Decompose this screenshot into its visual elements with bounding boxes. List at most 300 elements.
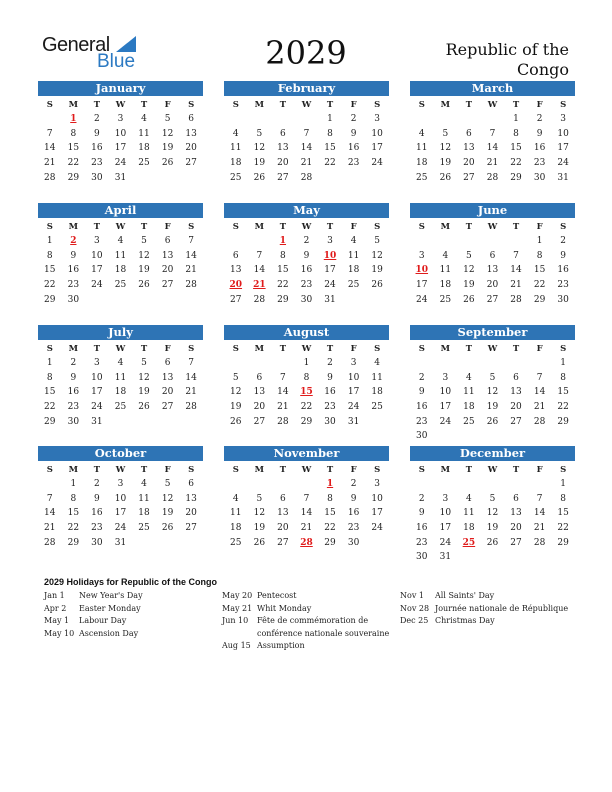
empty-day-cell xyxy=(132,536,156,551)
weekday-label: S xyxy=(560,344,567,354)
day-cell: 17 xyxy=(371,143,383,154)
day-cell: 21 xyxy=(277,402,289,413)
day-cell: 11 xyxy=(463,387,475,398)
day-cell: 4 xyxy=(374,358,381,368)
day-cell: 17 xyxy=(439,402,452,413)
day-cell: 24 xyxy=(347,402,360,413)
weekday-label: T xyxy=(512,100,520,110)
day-cell: 7 xyxy=(46,493,53,504)
day-cell: 15 xyxy=(277,265,289,276)
empty-day-cell xyxy=(132,415,156,430)
week-row xyxy=(38,249,203,264)
day-cell: 23 xyxy=(533,158,546,169)
day-cell: 6 xyxy=(164,236,171,246)
day-cell: 30 xyxy=(533,172,546,183)
weekday-label: T xyxy=(93,465,101,475)
day-cell: 14 xyxy=(253,265,266,276)
week-row xyxy=(224,293,389,308)
day-cell: 26 xyxy=(253,537,266,548)
day-cell: 18 xyxy=(114,265,127,276)
empty-day-cell xyxy=(365,171,389,186)
day-cell: 1 xyxy=(46,358,53,368)
holiday-name: Christmas Day xyxy=(435,616,495,625)
day-cell: 2 xyxy=(94,114,100,124)
weekday-label: T xyxy=(93,100,101,110)
day-cell: 19 xyxy=(161,143,174,154)
day-cell: 6 xyxy=(280,493,286,504)
holiday-day-cell: 25 xyxy=(462,537,476,548)
day-cell: 16 xyxy=(416,402,428,413)
day-cell: 14 xyxy=(185,250,197,261)
day-cell: 25 xyxy=(416,172,428,183)
week-row xyxy=(38,536,203,551)
day-cell: 14 xyxy=(533,508,546,519)
day-cell: 18 xyxy=(347,265,360,276)
day-cell: 9 xyxy=(418,387,425,398)
empty-day-cell xyxy=(132,171,156,186)
empty-day-cell xyxy=(457,550,481,565)
day-cell: 16 xyxy=(67,265,80,276)
month-header: September xyxy=(410,325,575,340)
weekday-label: W xyxy=(487,344,498,354)
day-cell: 20 xyxy=(486,280,499,291)
day-cell: 15 xyxy=(510,143,522,154)
weekday-label: M xyxy=(68,465,79,475)
week-row xyxy=(410,112,575,127)
day-cell: 14 xyxy=(44,508,56,519)
day-cell: 27 xyxy=(463,172,475,183)
empty-day-cell xyxy=(271,477,295,492)
day-cell: 8 xyxy=(560,372,567,383)
day-cell: 3 xyxy=(94,358,100,368)
month-november xyxy=(224,446,389,550)
holiday-date: Jan 1 xyxy=(44,591,65,600)
week-row xyxy=(224,112,389,127)
holiday-name: Ascension Day xyxy=(79,628,139,638)
week-row xyxy=(410,127,575,142)
day-cell: 14 xyxy=(486,143,499,154)
day-cell: 2 xyxy=(94,479,100,489)
day-cell: 3 xyxy=(560,114,567,124)
weekday-label: S xyxy=(374,100,381,110)
weekday-label: F xyxy=(536,222,543,232)
empty-day-cell xyxy=(271,356,295,371)
day-cell: 21 xyxy=(44,523,56,534)
month-october xyxy=(38,446,203,550)
day-cell: 29 xyxy=(533,294,546,305)
day-cell: 9 xyxy=(418,508,425,519)
day-cell: 5 xyxy=(164,114,171,124)
day-cell: 27 xyxy=(161,280,174,291)
holiday-day-cell: 10 xyxy=(323,250,337,261)
day-cell: 8 xyxy=(280,250,286,261)
holiday-day-cell: 20 xyxy=(229,280,243,291)
week-row xyxy=(410,156,575,171)
weekday-label: S xyxy=(418,344,425,354)
holiday-date: Apr 2 xyxy=(44,603,67,613)
holiday-name: Journée nationale de République xyxy=(435,603,569,613)
day-cell: 23 xyxy=(67,280,80,291)
empty-day-cell xyxy=(179,171,203,186)
week-row xyxy=(224,506,389,521)
weekday-label: T xyxy=(140,100,148,110)
weekday-label: S xyxy=(188,222,195,232)
day-cell: 10 xyxy=(91,372,103,383)
day-cell: 29 xyxy=(277,294,289,305)
weekday-label: S xyxy=(46,100,53,110)
day-cell: 10 xyxy=(114,493,127,504)
day-cell: 15 xyxy=(67,143,80,154)
day-cell: 14 xyxy=(277,387,289,398)
week-row xyxy=(410,278,575,293)
holiday-day-cell: 21 xyxy=(253,280,266,291)
week-row xyxy=(224,356,389,371)
weekday-label: F xyxy=(350,465,357,475)
empty-day-cell xyxy=(481,356,505,371)
day-cell: 15 xyxy=(557,387,569,398)
day-cell: 1 xyxy=(536,236,543,246)
empty-day-cell xyxy=(528,429,552,444)
holiday-day-cell: 15 xyxy=(300,387,313,398)
day-cell: 2 xyxy=(350,479,357,489)
day-cell: 11 xyxy=(138,128,150,139)
week-row xyxy=(38,415,203,430)
day-cell: 27 xyxy=(486,294,499,305)
month-june xyxy=(410,203,575,307)
day-cell: 8 xyxy=(327,493,333,504)
day-cell: 27 xyxy=(161,402,174,413)
weekday-header-row xyxy=(224,463,389,477)
empty-day-cell xyxy=(224,112,248,127)
day-cell: 2 xyxy=(418,372,425,383)
week-row xyxy=(224,156,389,171)
day-cell: 1 xyxy=(70,479,77,489)
month-august xyxy=(224,325,389,429)
holiday-item xyxy=(44,615,219,628)
day-cell: 6 xyxy=(188,114,195,124)
day-cell: 21 xyxy=(533,402,546,413)
day-cell: 11 xyxy=(114,250,127,261)
weekday-label: T xyxy=(465,222,473,232)
day-cell: 29 xyxy=(557,537,569,548)
holiday-date: Nov 28 xyxy=(400,603,430,613)
week-row xyxy=(38,156,203,171)
day-cell: 23 xyxy=(347,523,360,534)
day-cell: 19 xyxy=(253,523,266,534)
month-march xyxy=(410,81,575,185)
day-cell: 20 xyxy=(161,387,174,398)
day-cell: 31 xyxy=(347,416,360,427)
day-cell: 3 xyxy=(327,236,333,246)
holiday-item xyxy=(400,590,575,603)
holiday-item xyxy=(222,615,397,640)
holiday-day-cell: 1 xyxy=(326,479,334,489)
holiday-column xyxy=(222,590,397,653)
month-april xyxy=(38,203,203,307)
day-cell: 13 xyxy=(185,128,197,139)
day-cell: 9 xyxy=(94,493,100,504)
day-cell: 29 xyxy=(67,172,80,183)
day-cell: 5 xyxy=(141,236,147,246)
weekday-label: T xyxy=(326,100,334,110)
day-cell: 27 xyxy=(510,537,522,548)
day-cell: 30 xyxy=(557,294,569,305)
week-row xyxy=(410,171,575,186)
empty-day-cell xyxy=(457,234,481,249)
day-cell: 3 xyxy=(117,479,124,489)
day-cell: 15 xyxy=(44,387,56,398)
day-cell: 7 xyxy=(256,250,263,261)
day-cell: 9 xyxy=(350,493,357,504)
day-cell: 26 xyxy=(230,416,242,427)
week-row xyxy=(224,415,389,430)
weekday-label: F xyxy=(350,100,357,110)
week-row xyxy=(224,536,389,551)
country-title: Republic of the Congo xyxy=(445,40,569,79)
day-cell: 8 xyxy=(560,493,567,504)
day-cell: 28 xyxy=(185,402,197,413)
weekday-label: M xyxy=(440,100,451,110)
day-cell: 3 xyxy=(350,358,357,368)
weekday-label: M xyxy=(254,100,265,110)
day-cell: 13 xyxy=(230,265,242,276)
day-cell: 9 xyxy=(303,250,310,261)
day-cell: 17 xyxy=(347,387,360,398)
week-row xyxy=(38,400,203,415)
day-cell: 15 xyxy=(324,143,336,154)
day-cell: 8 xyxy=(46,372,53,383)
day-cell: 6 xyxy=(513,493,519,504)
weekday-label: S xyxy=(374,222,381,232)
day-cell: 1 xyxy=(327,114,333,124)
weekday-label: M xyxy=(254,465,265,475)
holiday-day-cell: 1 xyxy=(70,114,77,124)
day-cell: 20 xyxy=(185,143,197,154)
weekday-label: W xyxy=(115,344,126,354)
empty-day-cell xyxy=(504,550,528,565)
day-cell: 16 xyxy=(324,387,336,398)
day-cell: 26 xyxy=(161,158,174,169)
day-cell: 21 xyxy=(300,158,313,169)
day-cell: 13 xyxy=(463,143,475,154)
day-cell: 26 xyxy=(253,172,266,183)
day-cell: 1 xyxy=(513,114,519,124)
weekday-label: W xyxy=(115,465,126,475)
day-cell: 9 xyxy=(536,128,543,139)
weekday-label: T xyxy=(465,465,473,475)
day-cell: 15 xyxy=(533,265,546,276)
day-cell: 13 xyxy=(510,508,522,519)
weekday-label: F xyxy=(164,100,171,110)
day-cell: 10 xyxy=(371,493,383,504)
day-cell: 4 xyxy=(232,128,239,139)
day-cell: 22 xyxy=(300,402,313,413)
day-cell: 28 xyxy=(44,537,56,548)
week-row xyxy=(410,371,575,386)
holiday-day-cell: 10 xyxy=(415,265,429,276)
weekday-label: M xyxy=(440,344,451,354)
day-cell: 5 xyxy=(489,493,496,504)
weekday-header-row xyxy=(224,342,389,356)
day-cell: 16 xyxy=(67,387,80,398)
day-cell: 14 xyxy=(510,265,522,276)
day-cell: 26 xyxy=(138,280,150,291)
empty-day-cell xyxy=(318,171,342,186)
holiday-name: Labour Day xyxy=(79,616,127,625)
month-header: March xyxy=(410,81,575,96)
day-cell: 20 xyxy=(510,523,522,534)
day-cell: 13 xyxy=(510,387,522,398)
day-cell: 3 xyxy=(117,114,124,124)
day-cell: 3 xyxy=(94,236,100,246)
weekday-label: M xyxy=(440,222,451,232)
day-cell: 25 xyxy=(138,158,150,169)
weekday-header-row xyxy=(410,220,575,234)
weekday-label: S xyxy=(188,344,195,354)
day-cell: 6 xyxy=(256,372,263,383)
weekday-label: S xyxy=(232,344,239,354)
month-header: January xyxy=(38,81,203,96)
weekday-header-row xyxy=(38,98,203,112)
weekday-label: T xyxy=(465,344,473,354)
weekday-label: F xyxy=(164,222,171,232)
day-cell: 15 xyxy=(324,508,336,519)
empty-day-cell xyxy=(504,356,528,371)
weekday-label: S xyxy=(560,100,567,110)
day-cell: 17 xyxy=(439,523,452,534)
day-cell: 9 xyxy=(560,250,567,261)
day-cell: 13 xyxy=(253,387,266,398)
day-cell: 30 xyxy=(91,172,103,183)
day-cell: 22 xyxy=(44,280,56,291)
day-cell: 19 xyxy=(161,508,174,519)
day-cell: 12 xyxy=(486,508,499,519)
day-cell: 28 xyxy=(300,172,313,183)
day-cell: 27 xyxy=(253,416,266,427)
weekday-label: S xyxy=(374,465,381,475)
day-cell: 10 xyxy=(371,128,383,139)
day-cell: 16 xyxy=(557,265,569,276)
holiday-column xyxy=(400,590,575,628)
day-cell: 11 xyxy=(416,143,428,154)
week-row xyxy=(410,550,575,565)
day-cell: 13 xyxy=(185,493,197,504)
holiday-item xyxy=(222,640,397,653)
day-cell: 18 xyxy=(371,387,383,398)
day-cell: 1 xyxy=(46,236,53,246)
day-cell: 29 xyxy=(44,294,56,305)
weekday-label: M xyxy=(254,222,265,232)
day-cell: 19 xyxy=(439,158,452,169)
day-cell: 8 xyxy=(536,250,543,261)
weekday-label: T xyxy=(279,100,287,110)
day-cell: 20 xyxy=(277,158,289,169)
day-cell: 13 xyxy=(161,372,174,383)
day-cell: 5 xyxy=(442,128,449,139)
day-cell: 11 xyxy=(371,372,383,383)
week-row xyxy=(38,171,203,186)
day-cell: 10 xyxy=(439,508,452,519)
day-cell: 5 xyxy=(141,358,147,368)
day-cell: 9 xyxy=(350,128,357,139)
month-january xyxy=(38,81,203,185)
day-cell: 23 xyxy=(91,158,103,169)
empty-day-cell xyxy=(551,429,575,444)
day-cell: 31 xyxy=(324,294,336,305)
day-cell: 31 xyxy=(114,172,127,183)
day-cell: 25 xyxy=(230,172,242,183)
month-header: February xyxy=(224,81,389,96)
day-cell: 15 xyxy=(67,508,80,519)
day-cell: 19 xyxy=(486,523,499,534)
day-cell: 17 xyxy=(324,265,336,276)
empty-day-cell xyxy=(248,477,272,492)
weekday-header-row xyxy=(38,463,203,477)
day-cell: 8 xyxy=(46,250,53,261)
day-cell: 18 xyxy=(138,508,150,519)
holiday-name: All Saints' Day xyxy=(435,591,495,600)
day-cell: 22 xyxy=(44,402,56,413)
weekday-header-row xyxy=(410,98,575,112)
holiday-day-cell: 1 xyxy=(279,236,287,246)
weekday-label: F xyxy=(164,344,171,354)
week-row xyxy=(224,400,389,415)
weekday-label: T xyxy=(279,222,287,232)
day-cell: 17 xyxy=(416,280,428,291)
logo-general-text: General xyxy=(42,34,110,56)
holiday-day-cell: 28 xyxy=(300,537,313,548)
day-cell: 7 xyxy=(188,236,195,246)
day-cell: 9 xyxy=(70,372,77,383)
day-cell: 16 xyxy=(300,265,313,276)
day-cell: 6 xyxy=(188,479,195,489)
day-cell: 5 xyxy=(489,372,496,383)
day-cell: 5 xyxy=(256,493,263,504)
holiday-name: Pentecost xyxy=(257,591,297,600)
empty-day-cell xyxy=(481,550,505,565)
day-cell: 12 xyxy=(161,493,174,504)
day-cell: 18 xyxy=(138,143,150,154)
empty-day-cell xyxy=(457,429,481,444)
day-cell: 31 xyxy=(114,537,127,548)
week-row xyxy=(38,385,203,400)
empty-day-cell xyxy=(295,112,319,127)
day-cell: 11 xyxy=(230,143,242,154)
empty-day-cell xyxy=(109,293,133,308)
empty-day-cell xyxy=(410,234,434,249)
day-cell: 6 xyxy=(164,358,171,368)
day-cell: 6 xyxy=(280,128,286,139)
day-cell: 8 xyxy=(303,372,310,383)
empty-day-cell xyxy=(551,550,575,565)
empty-day-cell xyxy=(410,356,434,371)
day-cell: 6 xyxy=(232,250,239,261)
empty-day-cell xyxy=(271,112,295,127)
weekday-label: T xyxy=(140,344,148,354)
week-row xyxy=(410,263,575,278)
holiday-date: May 10 xyxy=(44,628,75,638)
day-cell: 24 xyxy=(439,416,452,427)
day-cell: 26 xyxy=(463,294,475,305)
empty-day-cell xyxy=(528,356,552,371)
day-cell: 22 xyxy=(67,523,80,534)
day-cell: 21 xyxy=(533,523,546,534)
day-cell: 15 xyxy=(557,508,569,519)
day-cell: 12 xyxy=(253,143,266,154)
day-cell: 24 xyxy=(324,280,336,291)
day-cell: 2 xyxy=(560,236,567,246)
day-cell: 5 xyxy=(374,236,381,246)
